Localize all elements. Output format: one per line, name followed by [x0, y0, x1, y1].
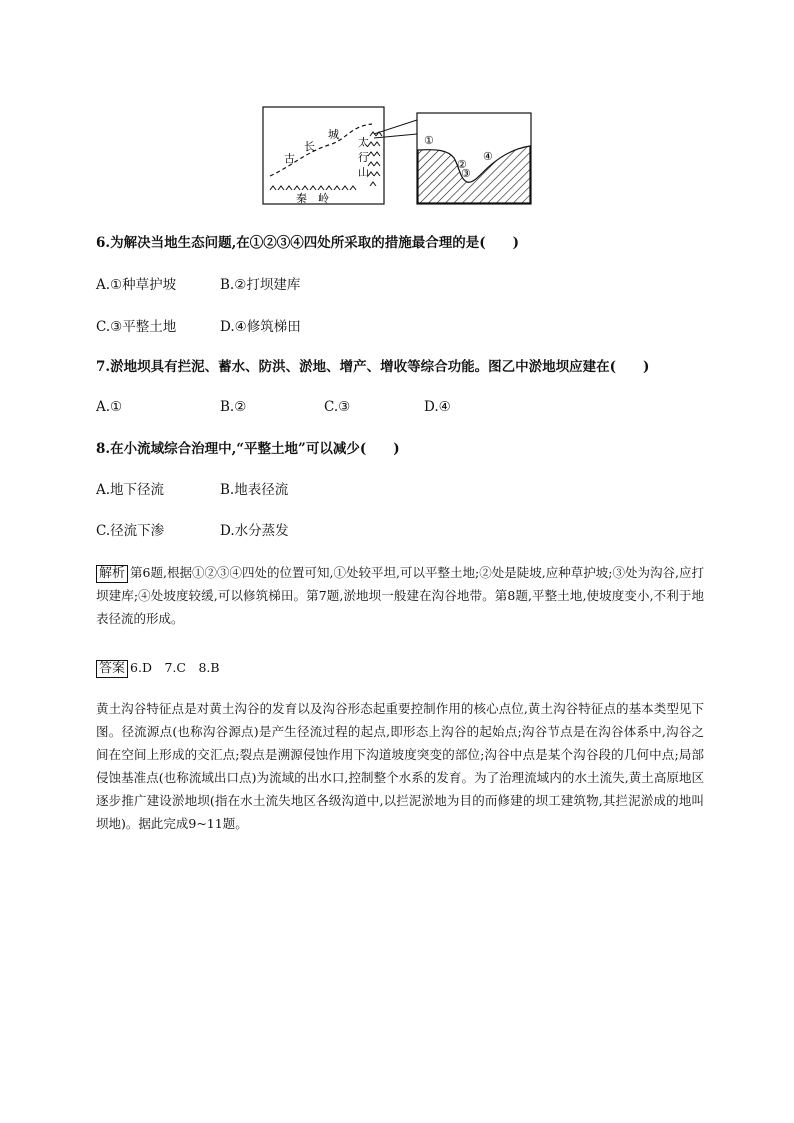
passage-text: 黄土沟谷特征点是对黄土沟谷的发育以及沟谷形态起重要控制作用的核心点位,黄土沟谷特征点的基本类型见下图。径流源点(也称沟谷源点)是产生径流过程的起点,即形态上沟谷的起始点;沟谷节点是在沟谷体系中,沟谷之间在空间上形成的交汇点;裂点是溯源侵蚀作用下沟道坡度突变的部位;沟谷中点是某个沟谷段的几何中点;局部侵蚀基准点(也称流域出口点)为流域的出水口,控制整个水系的发育。为了治理流域内的水土流失,黄土高原地区逐步推广建设淤地坝(指在水土流失地区各级沟道中,以拦泥淤地为目的而修建的坝工建筑物,其拦泥淤成的地叫坝地)。据此完成9~11题。: [96, 701, 704, 831]
question-6-title: 6.为解决当地生态问题,在①②③④四处所采取的措施最合理的是( ): [96, 235, 520, 251]
qinling-char-2: 岭: [318, 192, 329, 205]
q6-option-a: A.①种草护坡: [96, 277, 177, 293]
analysis-block: [96, 561, 704, 630]
wall-char-3: 城: [328, 128, 339, 141]
wall-char-1: 古: [284, 152, 295, 165]
q8-option-c: C.径流下渗: [96, 523, 165, 539]
answer-block: [96, 656, 704, 679]
q7-option-c: C.③: [324, 399, 351, 415]
q7-option-a: A.①: [96, 399, 123, 415]
qinling-char-1: 秦: [296, 192, 307, 205]
map-figure: [262, 106, 532, 206]
mountain-char-1: 太: [358, 136, 369, 149]
q7-option-b: B.②: [220, 399, 247, 415]
map-figure-svg: [262, 106, 532, 206]
marker-2: ②: [457, 158, 467, 171]
mountain-char-3: 山: [358, 166, 369, 179]
analysis-text: 第6题,根据①②③④四处的位置可知,①处较平坦,可以平整土地;②处是陡坡,应种草护坡;③处为沟谷,应打坝建库;④处坡度较缓,可以修筑梯田。第7题,淤地坝一般建在沟谷地带。第8题,平整土地,使坡度变小,不利于地表径流的形成。: [96, 565, 704, 626]
q6-option-b: B.②打坝建库: [220, 277, 301, 293]
mountain-char-2: 行: [358, 151, 369, 164]
q8-option-b: B.地表径流: [220, 482, 289, 498]
question-8-title: 8.在小流域综合治理中,“平整土地”可以减少( ): [96, 441, 400, 457]
marker-1: ①: [424, 134, 434, 147]
marker-4: ④: [483, 150, 493, 163]
q6-option-d: D.④修筑梯田: [220, 319, 301, 335]
q8-option-d: D.水分蒸发: [220, 523, 289, 539]
wall-char-2: 长: [304, 140, 315, 153]
q6-option-c: C.③平整土地: [96, 319, 177, 335]
marker-3: ③: [461, 167, 471, 180]
analysis-label: 解析: [96, 565, 128, 583]
q8-option-a: A.地下径流: [96, 482, 165, 498]
q7-option-d: D.④: [424, 399, 451, 415]
answer-text: 6.D 7.C 8.B: [130, 660, 220, 675]
question-7-title: 7.淤地坝具有拦泥、蓄水、防洪、淤地、增产、增收等综合功能。图乙中淤地坝应建在( ): [96, 359, 650, 375]
answer-label: 答案: [96, 660, 128, 678]
